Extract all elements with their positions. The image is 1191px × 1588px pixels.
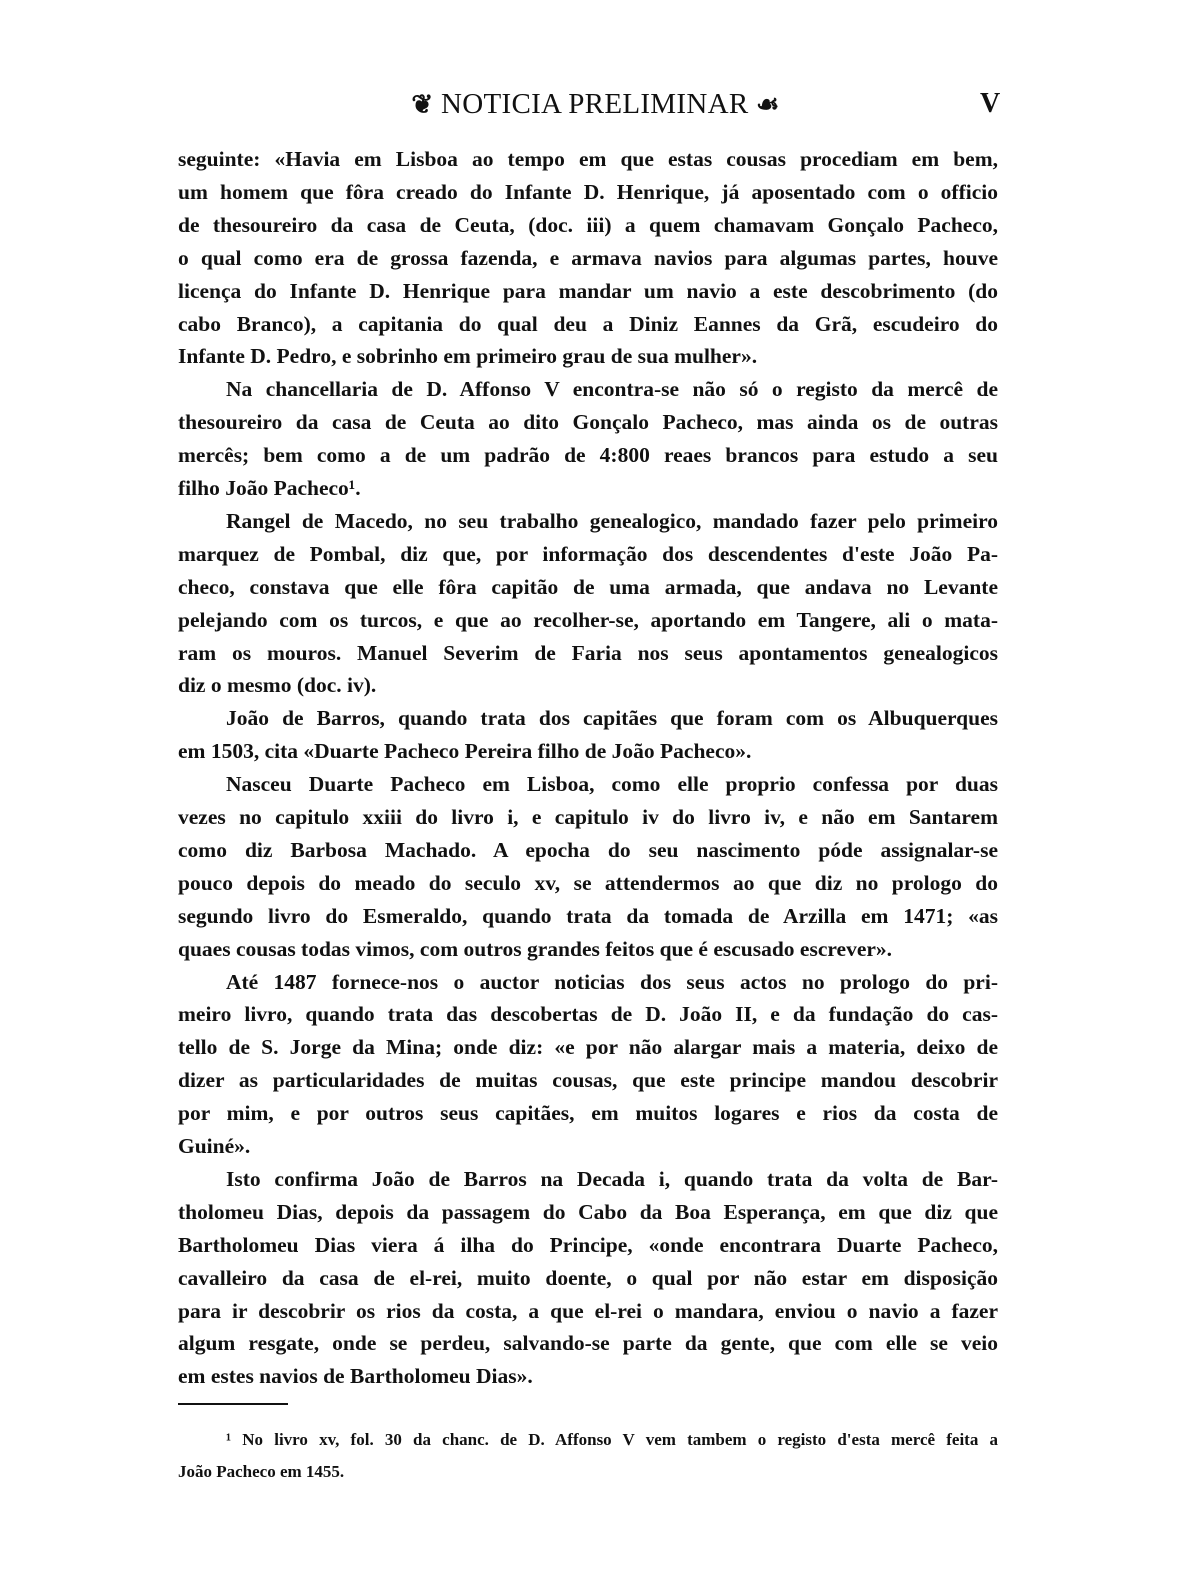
text-line: em estes navios de Bartholomeu Dias». bbox=[178, 1364, 533, 1389]
text-line: como diz Barbosa Machado. A epocha do seu nascimento póde assignalar-se bbox=[178, 837, 998, 862]
running-head bbox=[0, 88, 1191, 121]
text-line: tello de S. Jorge da Mina; onde diz: «e por não alargar mais a materia, deixo de bbox=[178, 1035, 998, 1060]
text-line: filho João Pacheco¹. bbox=[178, 476, 361, 500]
text-line: cabo Branco), a capitania do qual deu a Diniz Eannes da Grã, escudeiro do bbox=[178, 311, 998, 336]
text-line: marquez de Pombal, diz que, por informação dos descendentes d'este João Pa- bbox=[178, 541, 998, 566]
text-line: Guiné». bbox=[178, 1134, 251, 1158]
text-line: cavalleiro da casa de el-rei, muito doente, o qual por não estar em disposição bbox=[178, 1265, 998, 1290]
text-line: pouco depois do meado do seculo xv, se attendermos ao que diz no prologo do bbox=[178, 870, 998, 895]
running-head-title: NOTICIA PRELIMINAR bbox=[441, 88, 749, 120]
text-line: um homem que fôra creado do Infante D. Henrique, já aposentado com o officio bbox=[178, 179, 998, 204]
text-line: pelejando com os turcos, e que ao recolher-se, aportando em Tangere, ali o mata- bbox=[178, 607, 998, 632]
footnote-line: ¹ No livro xv, fol. 30 da chanc. de D. Affonso V vem tambem o registo d'esta mercê feita a bbox=[226, 1430, 998, 1449]
text-line: quaes cousas todas vimos, com outros grandes feitos que é escusado escrever». bbox=[178, 936, 893, 961]
text-line: Rangel de Macedo, no seu trabalho genealogico, mandado fazer pelo primeiro bbox=[226, 508, 998, 533]
text-line: seguinte: «Havia em Lisboa ao tempo em que estas cousas procediam em bem, bbox=[178, 147, 998, 171]
text-line: diz o mesmo (doc. iv). bbox=[178, 673, 377, 698]
text-line: Nasceu Duarte Pacheco em Lisboa, como elle proprio confessa por duas bbox=[226, 772, 998, 797]
text-line: thesoureiro da casa de Ceuta ao dito Gonçalo Pacheco, mas ainda os de outras bbox=[178, 410, 998, 435]
text-line: por mim, e por outros seus capitães, em muitos logares e rios da costa de bbox=[178, 1101, 998, 1126]
footnote-line: João Pacheco em 1455. bbox=[178, 1462, 345, 1481]
text-line: meiro livro, quando trata das descobertas de D. João II, e da fundação do cas- bbox=[178, 1002, 998, 1027]
text-line: vezes no capitulo xxiii do livro i, e capitulo iv do livro iv, e não em Santarem bbox=[178, 805, 998, 829]
text-line: Até 1487 fornece-nos o auctor noticias dos seus actos no prologo do pri- bbox=[226, 969, 998, 994]
ornament-left-icon: ❦ bbox=[411, 90, 434, 119]
text-line: João de Barros, quando trata dos capitães que foram com os Albuquerques bbox=[226, 706, 998, 731]
text-line: tholomeu Dias, depois da passagem do Cabo da Boa Esperança, em que diz que bbox=[178, 1199, 998, 1224]
text-line: Bartholomeu Dias viera á ilha do Principe, «onde encontrara Duarte Pacheco, bbox=[178, 1232, 998, 1257]
page-header bbox=[0, 86, 1191, 126]
text-line: checo, constava que elle fôra capitão de uma armada, que andava no Levante bbox=[178, 574, 998, 599]
text-line: de thesoureiro da casa de Ceuta, (doc. iii) a quem chamavam Gonçalo Pacheco, bbox=[178, 212, 998, 237]
text-line: algum resgate, onde se perdeu, salvando-se parte da gente, que com elle se veio bbox=[178, 1331, 998, 1356]
text-line: ram os mouros. Manuel Severim de Faria nos seus apontamentos genealogicos bbox=[178, 640, 998, 665]
text-line: dizer as particularidades de muitas cousas, que este principe mandou descobrir bbox=[178, 1068, 998, 1093]
text-line: Infante D. Pedro, e sobrinho em primeiro grau de sua mulher». bbox=[178, 344, 758, 369]
text-line: segundo livro do Esmeraldo, quando trata da tomada de Arzilla em 1471; «as bbox=[178, 903, 998, 928]
text-line: o qual como era de grossa fazenda, e armava navios para algumas partes, houve bbox=[178, 245, 998, 270]
page-number: V bbox=[980, 88, 1001, 119]
ornament-right-icon: ☙ bbox=[756, 90, 780, 119]
text-line: para ir descobrir os rios da costa, a que el-rei o mandara, enviou o navio a fazer bbox=[178, 1298, 998, 1323]
text-line: Na chancellaria de D. Affonso V encontra-se não só o registo da mercê de bbox=[226, 377, 998, 402]
footnote-rule bbox=[178, 1403, 288, 1405]
text-line: Isto confirma João de Barros na Decada i, quando trata da volta de Bar- bbox=[226, 1166, 998, 1191]
text-line: em 1503, cita «Duarte Pacheco Pereira filho de João Pacheco». bbox=[178, 739, 752, 764]
text-line: licença do Infante D. Henrique para mandar um navio a este descobrimento (do bbox=[178, 278, 998, 303]
text-line: mercês; bem como a de um padrão de 4:800 reaes brancos para estudo a seu bbox=[178, 443, 998, 468]
